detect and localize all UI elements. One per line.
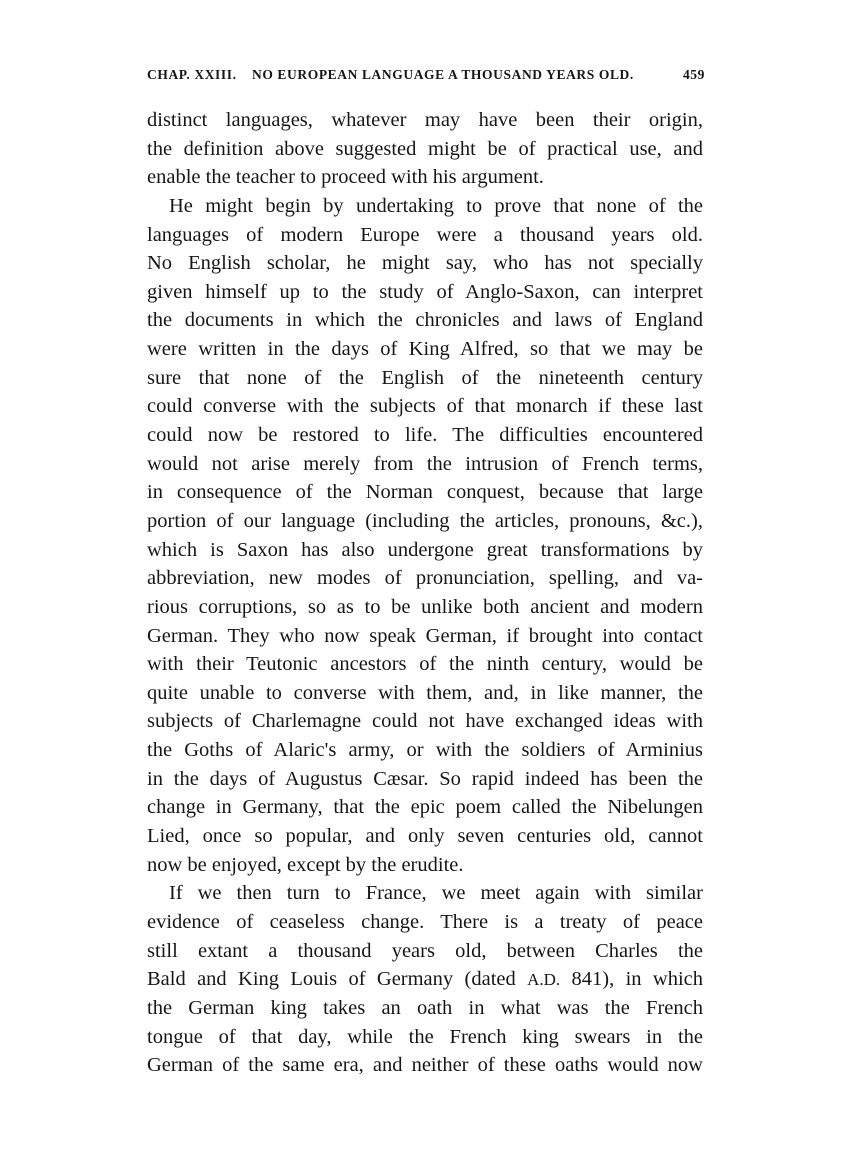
chapter-label: CHAP. XXIII. [147,67,237,82]
text-line: could now be restored to life. The difficulties encountered [147,424,703,447]
text-line: the German king takes an oath in what was the French [147,996,703,1019]
body-text [147,106,703,1080]
text-segment: 841), in which [560,968,703,991]
text-line: the Goths of Alaric's army, or with the soldiers of Arminius [147,739,703,762]
text-line: in consequence of the Norman conquest, because that large [147,481,703,504]
text-line: enable the teacher to proceed with his argument. [147,166,544,189]
text-line: could converse with the subjects of that monarch if these last [147,395,703,418]
text-line: No English scholar, he might say, who has not specially [147,252,703,275]
text-line: sure that none of the English of the nineteenth century [147,366,703,389]
text-line: now be enjoyed, except by the erudite. [147,853,464,876]
text-line: languages of modern Europe were a thousand years old. [147,223,703,246]
era-abbreviation: A.D. [527,970,561,990]
text-line: Lied, once so popular, and only seven centuries old, cannot [147,825,703,848]
text-line: abbreviation, new modes of pronunciation, spelling, and va- [147,567,703,590]
text-line: change in Germany, that the epic poem called the Nibelungen [147,796,703,819]
text-line: German of the same era, and neither of these oaths would now [147,1054,703,1077]
text-line: the documents in which the chronicles and laws of England [147,309,703,332]
text-line: distinct languages, whatever may have been their origin, [147,109,703,131]
text-line: tongue of that day, while the French king swears in the [147,1025,703,1048]
text-line: were written in the days of King Alfred, so that we may be [147,338,703,361]
text-line: evidence of ceaseless change. There is a treaty of peace [147,910,703,933]
paragraph-first-line: If we then turn to France, we meet again with similar [169,882,703,905]
text-segment: Bald and King Louis of Germany (dated [147,968,528,991]
paragraph-first-line: He might begin by undertaking to prove that none of the [169,194,703,217]
text-line: which is Saxon has also undergone great transformations by [147,538,703,561]
text-line: given himself up to the study of Anglo-Saxon, can interpret [147,280,703,303]
text-line: would not arise merely from the intrusion of French terms, [147,452,703,475]
text-line: rious corruptions, so as to be unlike both ancient and modern [147,595,703,618]
text-line: subjects of Charlemagne could not have exchanged ideas with [147,710,703,733]
page-number: 459 [682,67,705,82]
text-line: portion of our language (including the articles, pronouns, &c.), [147,509,703,532]
text-line: with their Teutonic ancestors of the ninth century, would be [147,653,703,676]
text-line: still extant a thousand years old, between Charles the [147,939,703,962]
text-line: in the days of Augustus Cæsar. So rapid indeed has been the [147,767,703,790]
text-line: German. They who now speak German, if brought into contact [147,624,703,647]
text-line: the definition above suggested might be of practical use, and [147,137,703,160]
text-line: quite unable to converse with them, and, in like manner, the [147,681,703,704]
text-line [147,965,703,994]
running-head [147,63,707,89]
running-title: NO EUROPEAN LANGUAGE A THOUSAND YEARS OLD. [252,67,634,82]
